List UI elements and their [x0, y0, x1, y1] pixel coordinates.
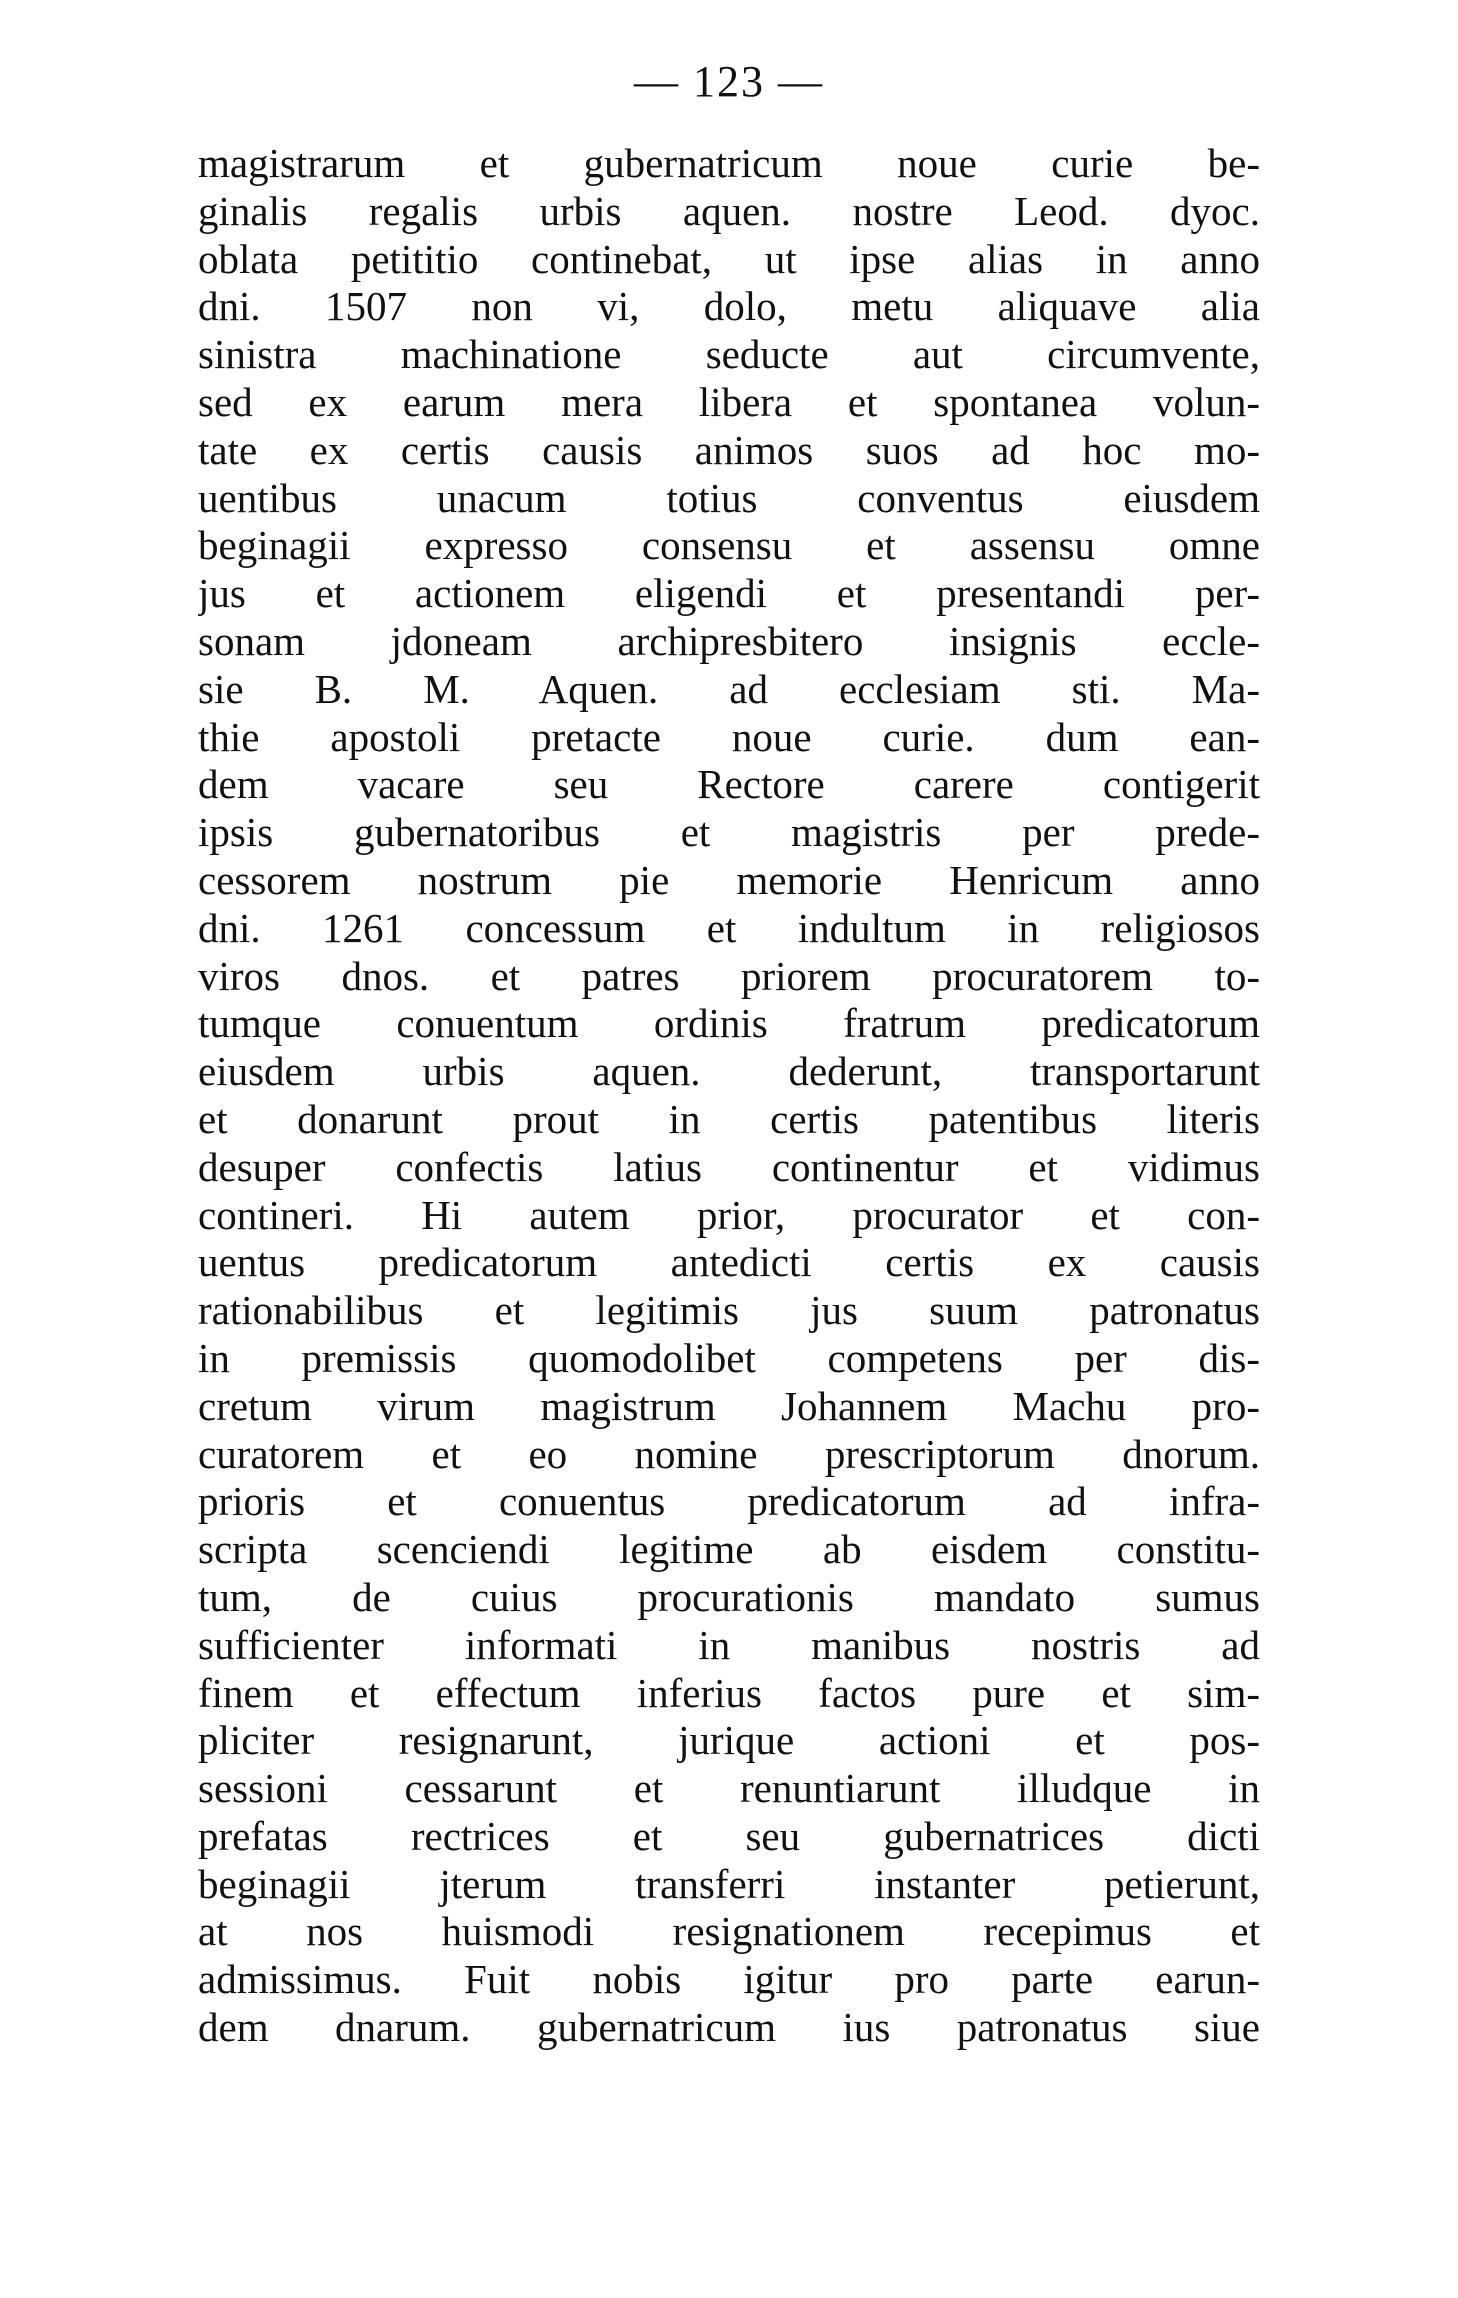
- text-line: uentibus unacum totius conventus eiusdem: [198, 474, 1260, 521]
- text-line: at nos huismodi resignationem recepimus et: [198, 1908, 1260, 1955]
- text-line: in premissis quomodolibet competens per dis-: [198, 1334, 1260, 1381]
- text-line: rationabilibus et legitimis jus suum patronatus: [198, 1287, 1260, 1334]
- text-line: oblata petititio continebat, ut ipse alias in anno: [198, 235, 1260, 282]
- text-line: dni. 1507 non vi, dolo, metu aliquave alia: [198, 283, 1260, 330]
- text-line: dem dnarum. gubernatricum ius patronatus siue: [198, 2004, 1260, 2051]
- text-line: sed ex earum mera libera et spontanea volun-: [198, 378, 1260, 425]
- text-line: beginagii expresso consensu et assensu omne: [198, 522, 1260, 569]
- text-line: sufficienter informati in manibus nostris ad: [198, 1621, 1260, 1668]
- text-line: prefatas rectrices et seu gubernatrices dicti: [198, 1812, 1260, 1859]
- text-line: pliciter resignarunt, jurique actioni et pos-: [198, 1717, 1260, 1764]
- text-line: cretum virum magistrum Johannem Machu pro-: [198, 1382, 1260, 1429]
- text-line: ginalis regalis urbis aquen. nostre Leod. dyoc.: [198, 187, 1260, 234]
- text-line: sessioni cessarunt et renuntiarunt illudque in: [198, 1765, 1260, 1812]
- text-line: beginagii jterum transferri instanter petierunt,: [198, 1860, 1260, 1907]
- text-line: admissimus. Fuit nobis igitur pro parte earun-: [198, 1956, 1260, 2003]
- text-line: curatorem et eo nomine prescriptorum dnorum.: [198, 1430, 1260, 1477]
- text-line: uentus predicatorum antedicti certis ex causis: [198, 1239, 1260, 1286]
- text-line: dni. 1261 concessum et indultum in religiosos: [198, 904, 1260, 951]
- page-number: — 123 —: [634, 57, 824, 106]
- text-line: dem vacare seu Rectore carere contigerit: [198, 761, 1260, 808]
- text-line: jus et actionem eligendi et presentandi per-: [198, 570, 1260, 617]
- text-line: finem et effectum inferius factos pure et sim-: [198, 1669, 1260, 1716]
- text-line: tumque conuentum ordinis fratrum predicatorum: [198, 1000, 1260, 1047]
- text-line: tum, de cuius procurationis mandato sumus: [198, 1573, 1260, 1620]
- text-line: tate ex certis causis animos suos ad hoc mo-: [198, 426, 1260, 473]
- text-line: viros dnos. et patres priorem procuratorem to-: [198, 952, 1260, 999]
- text-line: thie apostoli pretacte noue curie. dum ean-: [198, 713, 1260, 760]
- text-line: magistrarum et gubernatricum noue curie be-: [198, 140, 1260, 186]
- text-line: cessorem nostrum pie memorie Henricum anno: [198, 856, 1260, 903]
- text-line: ipsis gubernatoribus et magistris per prede-: [198, 809, 1260, 856]
- text-line: sinistra machinatione seducte aut circumvente,: [198, 331, 1260, 378]
- text-line: scripta scenciendi legitime ab eisdem constitu-: [198, 1526, 1260, 1573]
- text-line: eiusdem urbis aquen. dederunt, transportarunt: [198, 1048, 1260, 1095]
- text-line: desuper confectis latius continentur et vidimus: [198, 1143, 1260, 1190]
- text-line: et donarunt prout in certis patentibus literis: [198, 1095, 1260, 1142]
- text-line: sonam jdoneam archipresbitero insignis eccle-: [198, 617, 1260, 664]
- text-line: prioris et conuentus predicatorum ad infra-: [198, 1478, 1260, 1525]
- body-text: [198, 140, 1260, 2052]
- text-line: sie B. M. Aquen. ad ecclesiam sti. Ma-: [198, 665, 1260, 712]
- text-line: contineri. Hi autem prior, procurator et con-: [198, 1191, 1260, 1238]
